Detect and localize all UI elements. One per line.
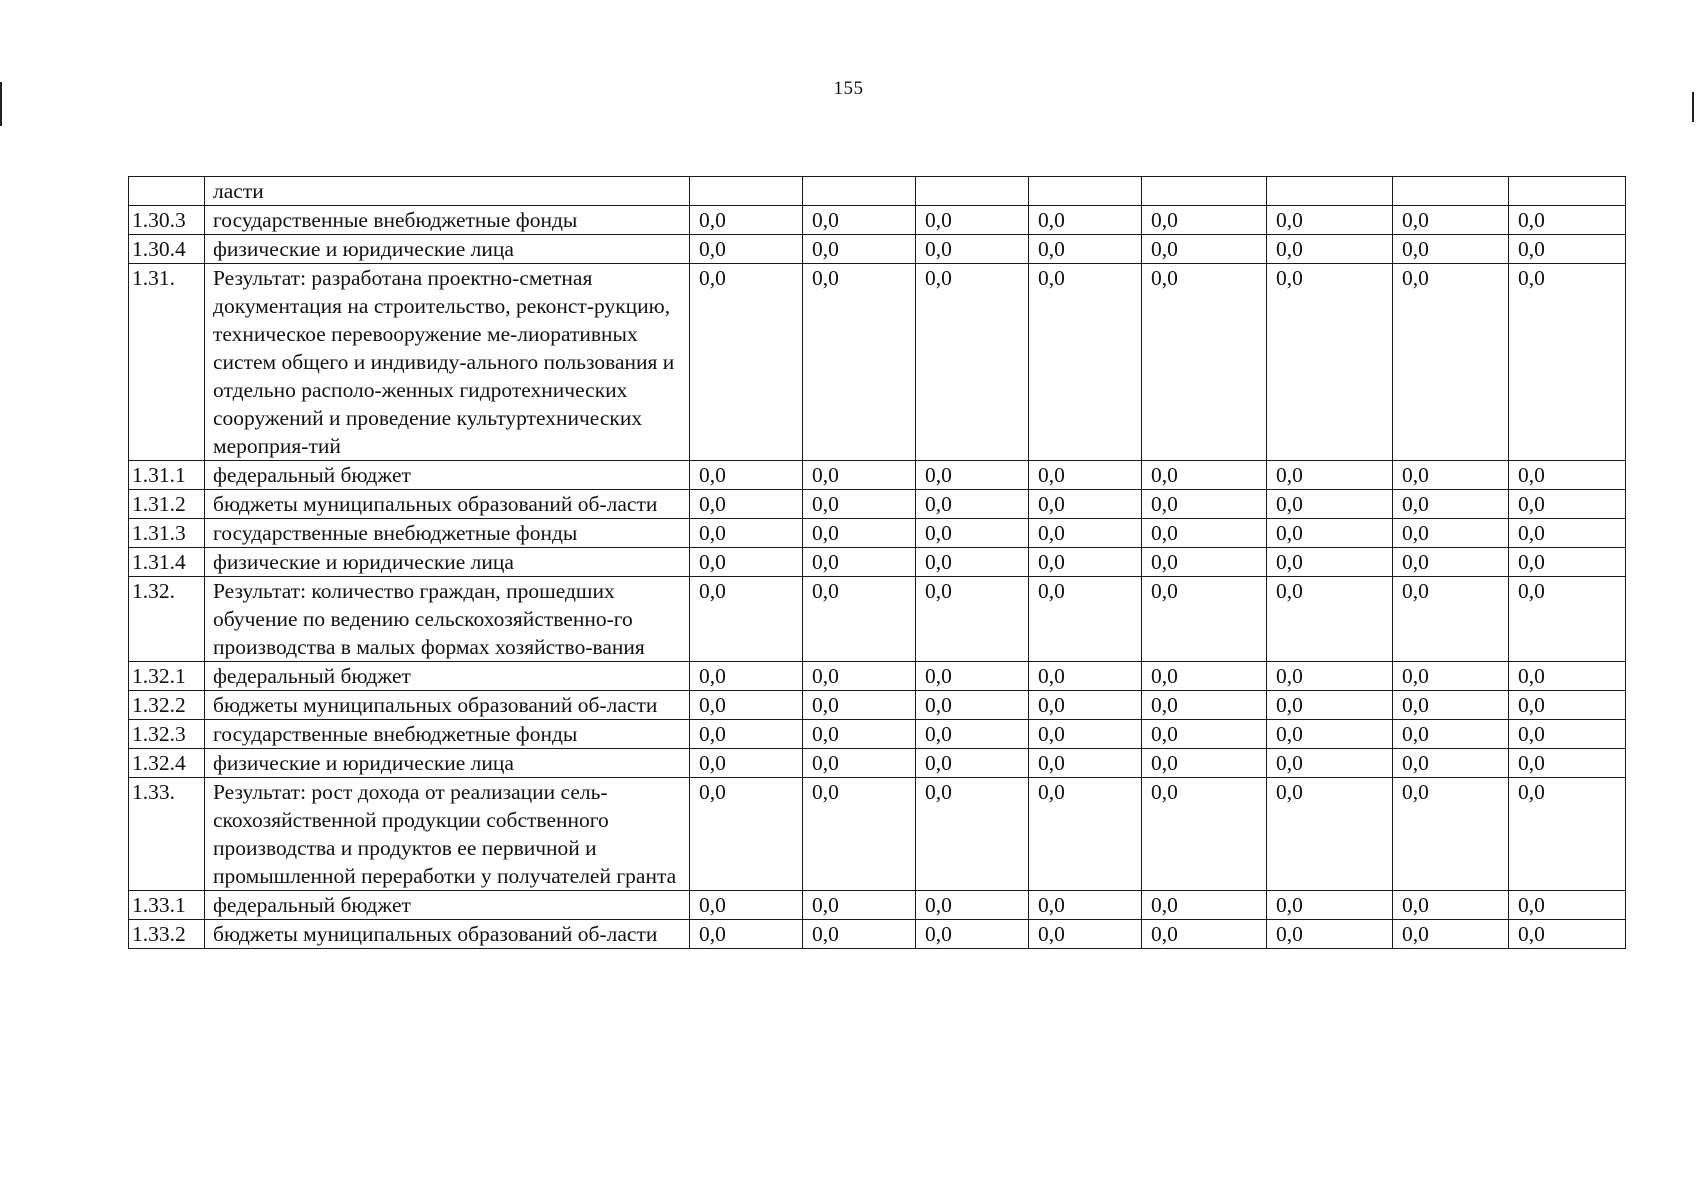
row-value: 0,0 (803, 891, 916, 920)
row-value (1393, 177, 1509, 206)
row-code: 1.32. (129, 577, 205, 662)
row-code: 1.31.2 (129, 490, 205, 519)
table-row (129, 720, 1626, 749)
row-value: 0,0 (690, 235, 803, 264)
row-value: 0,0 (690, 691, 803, 720)
row-value: 0,0 (916, 691, 1029, 720)
row-value: 0,0 (1029, 691, 1142, 720)
row-value: 0,0 (1029, 920, 1142, 949)
row-value: 0,0 (1393, 662, 1509, 691)
row-value: 0,0 (916, 778, 1029, 891)
row-value: 0,0 (1142, 778, 1267, 891)
row-value: 0,0 (916, 662, 1029, 691)
row-value: 0,0 (1509, 691, 1626, 720)
row-name: государственные внебюджетные фонды (205, 206, 690, 235)
row-value: 0,0 (1142, 749, 1267, 778)
row-value: 0,0 (1142, 662, 1267, 691)
row-value: 0,0 (690, 662, 803, 691)
table-row (129, 490, 1626, 519)
row-value: 0,0 (1393, 891, 1509, 920)
row-name: физические и юридические лица (205, 235, 690, 264)
row-value: 0,0 (803, 548, 916, 577)
row-value: 0,0 (803, 920, 916, 949)
row-value: 0,0 (1029, 749, 1142, 778)
row-name: Результат: рост дохода от реализации сель-скохозяйственной продукции собственного производства и продуктов ее первичной и промышленной переработки у получателей гранта (205, 778, 690, 891)
row-value: 0,0 (1393, 778, 1509, 891)
row-value: 0,0 (1029, 264, 1142, 461)
table-row (129, 662, 1626, 691)
row-value: 0,0 (1029, 490, 1142, 519)
row-value: 0,0 (1029, 235, 1142, 264)
row-value: 0,0 (1393, 235, 1509, 264)
row-value: 0,0 (1267, 577, 1393, 662)
row-value: 0,0 (1142, 577, 1267, 662)
row-value: 0,0 (1142, 206, 1267, 235)
row-value: 0,0 (1267, 461, 1393, 490)
row-value: 0,0 (1029, 891, 1142, 920)
row-code: 1.32.1 (129, 662, 205, 691)
row-value: 0,0 (1267, 490, 1393, 519)
row-value: 0,0 (1029, 577, 1142, 662)
row-value: 0,0 (1393, 206, 1509, 235)
row-value: 0,0 (1142, 490, 1267, 519)
table-row (129, 264, 1626, 461)
table-row (129, 206, 1626, 235)
row-value: 0,0 (1142, 264, 1267, 461)
row-name: Результат: количество граждан, прошедших обучение по ведению сельскохозяйственно-го производства в малых формах хозяйство-вания (205, 577, 690, 662)
row-value: 0,0 (1509, 749, 1626, 778)
row-value: 0,0 (1267, 778, 1393, 891)
row-code: 1.31.4 (129, 548, 205, 577)
row-code: 1.30.3 (129, 206, 205, 235)
row-value: 0,0 (1267, 662, 1393, 691)
row-value: 0,0 (690, 749, 803, 778)
table-row (129, 577, 1626, 662)
table-row (129, 461, 1626, 490)
left-edge-mark (0, 82, 2, 126)
row-value: 0,0 (803, 778, 916, 891)
row-name: федеральный бюджет (205, 461, 690, 490)
row-value: 0,0 (1509, 206, 1626, 235)
row-name: физические и юридические лица (205, 548, 690, 577)
row-value: 0,0 (1509, 235, 1626, 264)
row-value: 0,0 (690, 519, 803, 548)
row-code: 1.30.4 (129, 235, 205, 264)
row-code: 1.33.1 (129, 891, 205, 920)
row-code: 1.31. (129, 264, 205, 461)
row-value: 0,0 (1393, 490, 1509, 519)
row-value: 0,0 (803, 720, 916, 749)
row-value: 0,0 (690, 920, 803, 949)
row-name: ласти (205, 177, 690, 206)
row-value (916, 177, 1029, 206)
row-value: 0,0 (1029, 778, 1142, 891)
row-value: 0,0 (1267, 749, 1393, 778)
row-value: 0,0 (1509, 461, 1626, 490)
row-code: 1.32.3 (129, 720, 205, 749)
row-value: 0,0 (1029, 519, 1142, 548)
row-value: 0,0 (1142, 691, 1267, 720)
row-value: 0,0 (1267, 720, 1393, 749)
row-value: 0,0 (803, 206, 916, 235)
row-value: 0,0 (1393, 519, 1509, 548)
table-row (129, 891, 1626, 920)
row-value (1029, 177, 1142, 206)
row-value: 0,0 (1142, 720, 1267, 749)
row-value: 0,0 (916, 461, 1029, 490)
row-value: 0,0 (1509, 662, 1626, 691)
row-value: 0,0 (690, 490, 803, 519)
table-row (129, 691, 1626, 720)
row-code: 1.31.3 (129, 519, 205, 548)
row-value (803, 177, 916, 206)
row-name: бюджеты муниципальных образований об-ласти (205, 920, 690, 949)
page-number: 155 (833, 78, 864, 99)
row-value: 0,0 (1393, 461, 1509, 490)
row-code: 1.31.1 (129, 461, 205, 490)
table-row (129, 778, 1626, 891)
row-value: 0,0 (1267, 548, 1393, 577)
row-value: 0,0 (1142, 235, 1267, 264)
row-value: 0,0 (690, 264, 803, 461)
row-value: 0,0 (1393, 749, 1509, 778)
row-value: 0,0 (803, 461, 916, 490)
row-value: 0,0 (690, 206, 803, 235)
row-value: 0,0 (803, 691, 916, 720)
budget-table (128, 176, 1626, 949)
row-value: 0,0 (916, 519, 1029, 548)
row-value: 0,0 (1509, 548, 1626, 577)
row-value: 0,0 (1142, 519, 1267, 548)
row-value: 0,0 (1509, 720, 1626, 749)
row-value: 0,0 (1393, 720, 1509, 749)
row-name: федеральный бюджет (205, 891, 690, 920)
row-value: 0,0 (690, 891, 803, 920)
table-row (129, 749, 1626, 778)
table-row (129, 548, 1626, 577)
row-name: государственные внебюджетные фонды (205, 720, 690, 749)
row-value: 0,0 (916, 577, 1029, 662)
row-value: 0,0 (803, 577, 916, 662)
row-value: 0,0 (1267, 264, 1393, 461)
row-value: 0,0 (916, 206, 1029, 235)
row-value: 0,0 (1509, 920, 1626, 949)
row-code: 1.32.2 (129, 691, 205, 720)
row-value: 0,0 (1509, 264, 1626, 461)
row-value: 0,0 (1029, 720, 1142, 749)
row-value: 0,0 (1267, 519, 1393, 548)
row-name: физические и юридические лица (205, 749, 690, 778)
row-value: 0,0 (1029, 206, 1142, 235)
row-value: 0,0 (916, 720, 1029, 749)
row-code: 1.32.4 (129, 749, 205, 778)
row-name: федеральный бюджет (205, 662, 690, 691)
row-value: 0,0 (916, 264, 1029, 461)
row-value: 0,0 (1267, 920, 1393, 949)
row-value: 0,0 (916, 490, 1029, 519)
row-value (1267, 177, 1393, 206)
row-value: 0,0 (803, 519, 916, 548)
row-value: 0,0 (803, 749, 916, 778)
row-value: 0,0 (1267, 691, 1393, 720)
row-value: 0,0 (690, 548, 803, 577)
row-name: бюджеты муниципальных образований об-ласти (205, 490, 690, 519)
row-code: 1.33.2 (129, 920, 205, 949)
row-value: 0,0 (803, 235, 916, 264)
row-value: 0,0 (916, 920, 1029, 949)
row-value: 0,0 (690, 577, 803, 662)
row-value: 0,0 (803, 662, 916, 691)
row-value: 0,0 (803, 490, 916, 519)
row-value: 0,0 (690, 461, 803, 490)
row-value: 0,0 (690, 778, 803, 891)
row-value: 0,0 (1509, 577, 1626, 662)
row-code (129, 177, 205, 206)
row-value: 0,0 (1142, 461, 1267, 490)
row-value: 0,0 (1509, 519, 1626, 548)
row-value: 0,0 (1029, 662, 1142, 691)
row-value (1142, 177, 1267, 206)
row-value (1509, 177, 1626, 206)
row-value: 0,0 (1509, 490, 1626, 519)
row-value: 0,0 (916, 891, 1029, 920)
row-name: бюджеты муниципальных образований об-ласти (205, 691, 690, 720)
row-code: 1.33. (129, 778, 205, 891)
right-edge-mark (1692, 92, 1694, 122)
row-value: 0,0 (1142, 920, 1267, 949)
table-row (129, 177, 1626, 206)
table-row (129, 920, 1626, 949)
table-row (129, 235, 1626, 264)
row-value: 0,0 (1142, 891, 1267, 920)
row-value: 0,0 (1393, 548, 1509, 577)
row-value (690, 177, 803, 206)
row-name: Результат: разработана проектно-сметная документация на строительство, реконст-рукцию, техническое перевооружение ме-лиоративных систем общего и индивиду-ального пользования и отдельно располо-женных гидротехнических сооружений и проведение культуртехнических мероприя-тий (205, 264, 690, 461)
table-row (129, 519, 1626, 548)
row-value: 0,0 (1393, 577, 1509, 662)
row-value: 0,0 (1142, 548, 1267, 577)
row-value: 0,0 (1267, 206, 1393, 235)
row-value: 0,0 (916, 749, 1029, 778)
row-value: 0,0 (803, 264, 916, 461)
row-value: 0,0 (1029, 548, 1142, 577)
row-value: 0,0 (1393, 691, 1509, 720)
row-value: 0,0 (690, 720, 803, 749)
row-value: 0,0 (1393, 920, 1509, 949)
row-value: 0,0 (1267, 891, 1393, 920)
row-value: 0,0 (1509, 891, 1626, 920)
row-value: 0,0 (1267, 235, 1393, 264)
row-value: 0,0 (1393, 264, 1509, 461)
row-value: 0,0 (1029, 461, 1142, 490)
row-value: 0,0 (1509, 778, 1626, 891)
row-value: 0,0 (916, 235, 1029, 264)
table-body (129, 177, 1626, 949)
row-value: 0,0 (916, 548, 1029, 577)
row-name: государственные внебюджетные фонды (205, 519, 690, 548)
